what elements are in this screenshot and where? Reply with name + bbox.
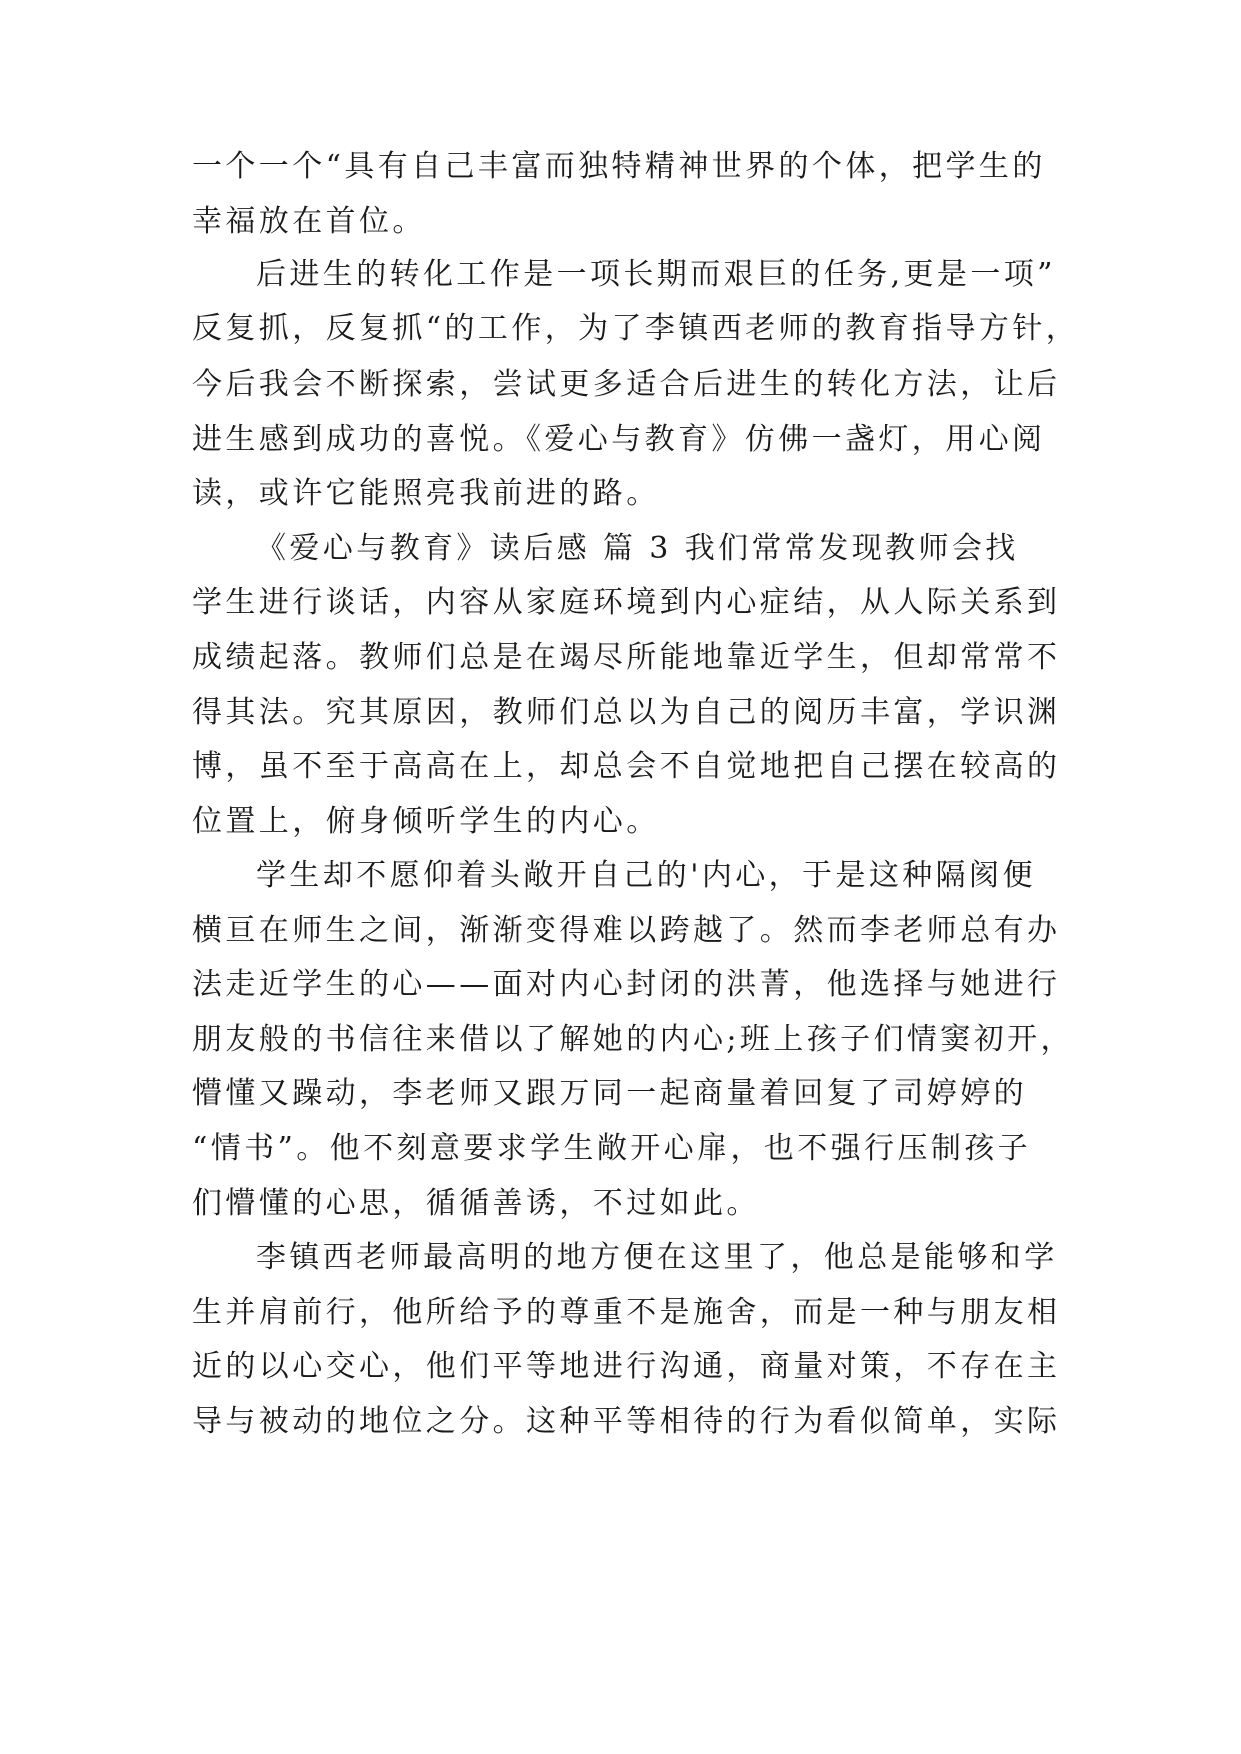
text-line: 法走近学生的心——面对内心封闭的洪菁，他选择与她进行 [192,967,1061,1002]
paragraph-first-line: 李镇西老师最高明的地方便在这里了，他总是能够和学 [256,1240,1058,1275]
text-line: 得其法。究其原因，教师们总以为自己的阅历丰富，学识渊 [192,695,1061,730]
text-line: 生并肩前行，他所给予的尊重不是施舍，而是一种与朋友相 [192,1295,1061,1330]
text-line: 近的以心交心，他们平等地进行沟通，商量对策，不存在主 [192,1349,1061,1384]
text-line: 横亘在师生之间，渐渐变得难以跨越了。然而李老师总有办 [192,913,1061,948]
text-line: 位置上，俯身倾听学生的内心。 [192,804,660,839]
paragraph-first-line: 学生却不愿仰着头敞开自己的'内心，于是这种隔阂便 [256,858,1036,893]
text-line: 反复抓，反复抓“的工作，为了李镇西老师的教育指导方针， [192,311,1080,346]
text-line: 学生进行谈话，内容从家庭环境到内心症结，从人际关系到 [192,585,1061,620]
text-line: 进生感到成功的喜悦。《爱心与教育》仿佛一盏灯，用心阅 [192,422,1046,457]
text-line: 一个一个“具有自己丰富而独特精神世界的个体，把学生的 [192,149,1046,184]
text-line: 们懵懂的心思，循循善诱，不过如此。 [192,1186,760,1221]
paragraph-first-line: 后进生的转化工作是一项长期而艰巨的任务,更是一项” [256,257,1056,292]
text-line: 今后我会不断探索，尝试更多适合后进生的转化方法，让后 [192,367,1061,402]
text-line: 幸福放在首位。 [192,204,426,239]
text-line: 懵懂又躁动，李老师又跟万同一起商量着回复了司婷婷的 [192,1076,1027,1111]
text-line: 导与被动的地位之分。这种平等相待的行为看似简单，实际 [192,1404,1061,1439]
section-heading-line: 《爱心与教育》读后感 篇 3 我们常常发现教师会找 [256,531,1019,566]
text-line: 朋友般的书信往来借以了解她的内心;班上孩子们情窦初开， [192,1022,1074,1057]
text-line: 成绩起落。教师们总是在竭尽所能地靠近学生，但却常常不 [192,640,1061,675]
text-line: “情书”。他不刻意要求学生敞开心扉，也不强行压制孩子 [192,1131,1032,1166]
text-line: 读，或许它能照亮我前进的路。 [192,476,660,511]
text-line: 博，虽不至于高高在上，却总会不自觉地把自己摆在较高的 [192,749,1061,784]
